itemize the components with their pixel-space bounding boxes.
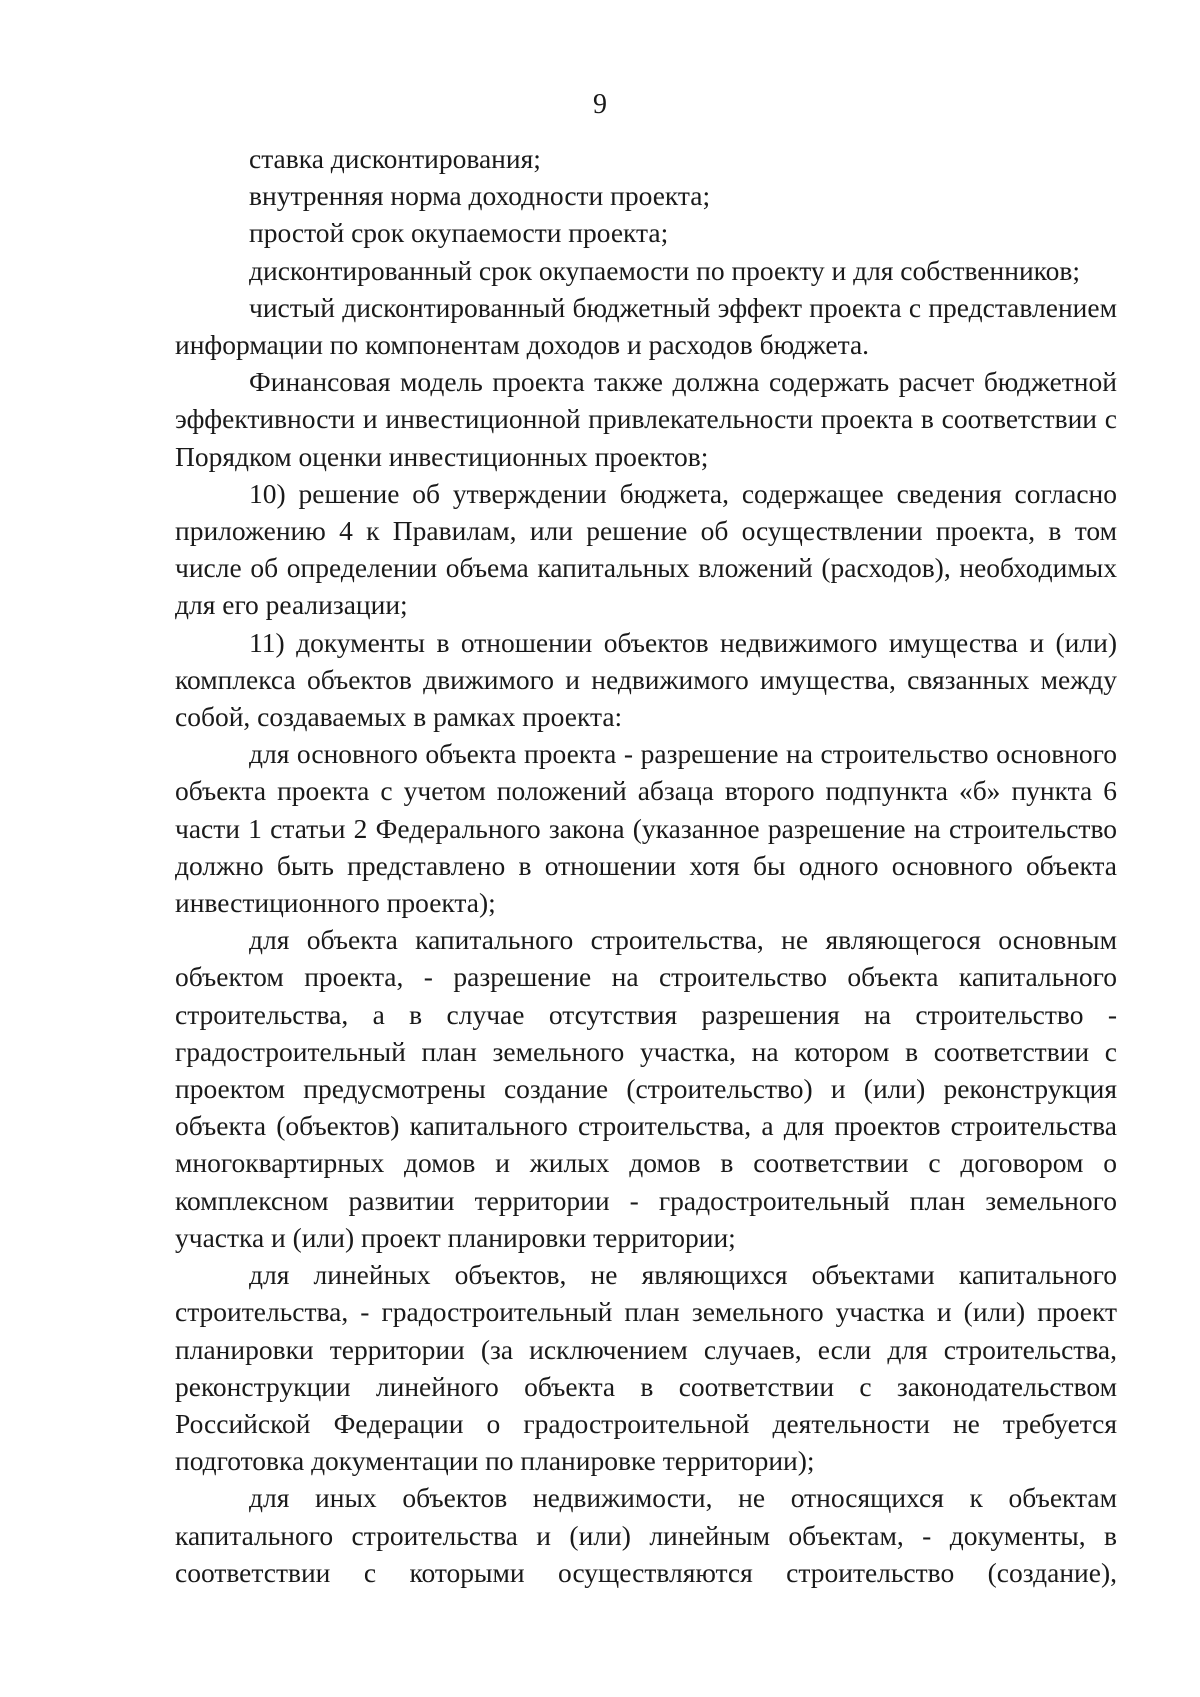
page-number: 9 xyxy=(593,89,607,120)
paragraph-main-object: для основного объекта проекта - разрешение на строительство основного объекта проекта с учетом положений абзаца второго подпункта «б» пункта 6 части 1 статьи 2 Федерального закона (указанное разрешение на строительство должно быть представлено в отношении хотя бы одного основного объекта инвестиционного проекта); xyxy=(175,738,1117,919)
paragraph-capital-construction: для объекта капитального строительства, не являющегося основным объектом проекта, - разрешение на строительство объекта капитального строительства, а в случае отсутствия разрешения на строительство - градостроительный план земельного участка, на котором в соответствии с проектом предусмотрены создание (строительство) и (или) реконструкция объекта (объектов) капитального строительства, а для проектов строительства многоквартирных домов и жилых домов в соответствии с договором о комплексном развитии территории - градостроительный план земельного участка и (или) проект планировки территории; xyxy=(175,924,1117,1253)
paragraph-item-11: 11) документы в отношении объектов недвижимого имущества и (или) комплекса объектов движимого и недвижимого имущества, связанных между собой, создаваемых в рамках проекта: xyxy=(175,626,1117,733)
list-item-irr: внутренняя норма доходности проекта; xyxy=(249,180,711,212)
paragraph-financial-model: Финансовая модель проекта также должна содержать расчет бюджетной эффективности и инвестиционной привлекательности проекта в соответствии с Порядком оценки инвестиционных проектов; xyxy=(175,366,1117,472)
paragraph-budget-effect: чистый дисконтированный бюджетный эффект проекта с представлением информации по компонентам доходов и расходов бюджета. xyxy=(175,291,1117,361)
list-item-payback: простой срок окупаемости проекта; xyxy=(249,217,669,249)
document-body xyxy=(175,140,1117,1591)
paragraph-linear-objects: для линейных объектов, не являющихся объектами капитального строительства, - градостроительный план земельного участка и (или) проект планировки территории (за исключением случаев, если для строительства, реконструкции линейного объекта в соответствии с законодательством Российской Федерации о градостроительной деятельности не требуется подготовка документации по планировке территории); xyxy=(175,1259,1117,1477)
paragraph-item-10: 10) решение об утверждении бюджета, содержащее сведения согласно приложению 4 к Правилам, или решение об осуществлении проекта, в том числе об определении объема капитальных вложений (расходов), необходимых для его реализации; xyxy=(175,477,1117,621)
list-item-discounted-payback: дисконтированный срок окупаемости по проекту и для собственников; xyxy=(249,254,1081,286)
paragraph-other-real-estate: для иных объектов недвижимости, не относящихся к объектам капитального строительства и (или) линейным объектам, - документы, в соответствии с которыми осуществляются строительство (создание), xyxy=(175,1482,1117,1588)
list-item-discount-rate: ставка дисконтирования; xyxy=(249,143,541,174)
